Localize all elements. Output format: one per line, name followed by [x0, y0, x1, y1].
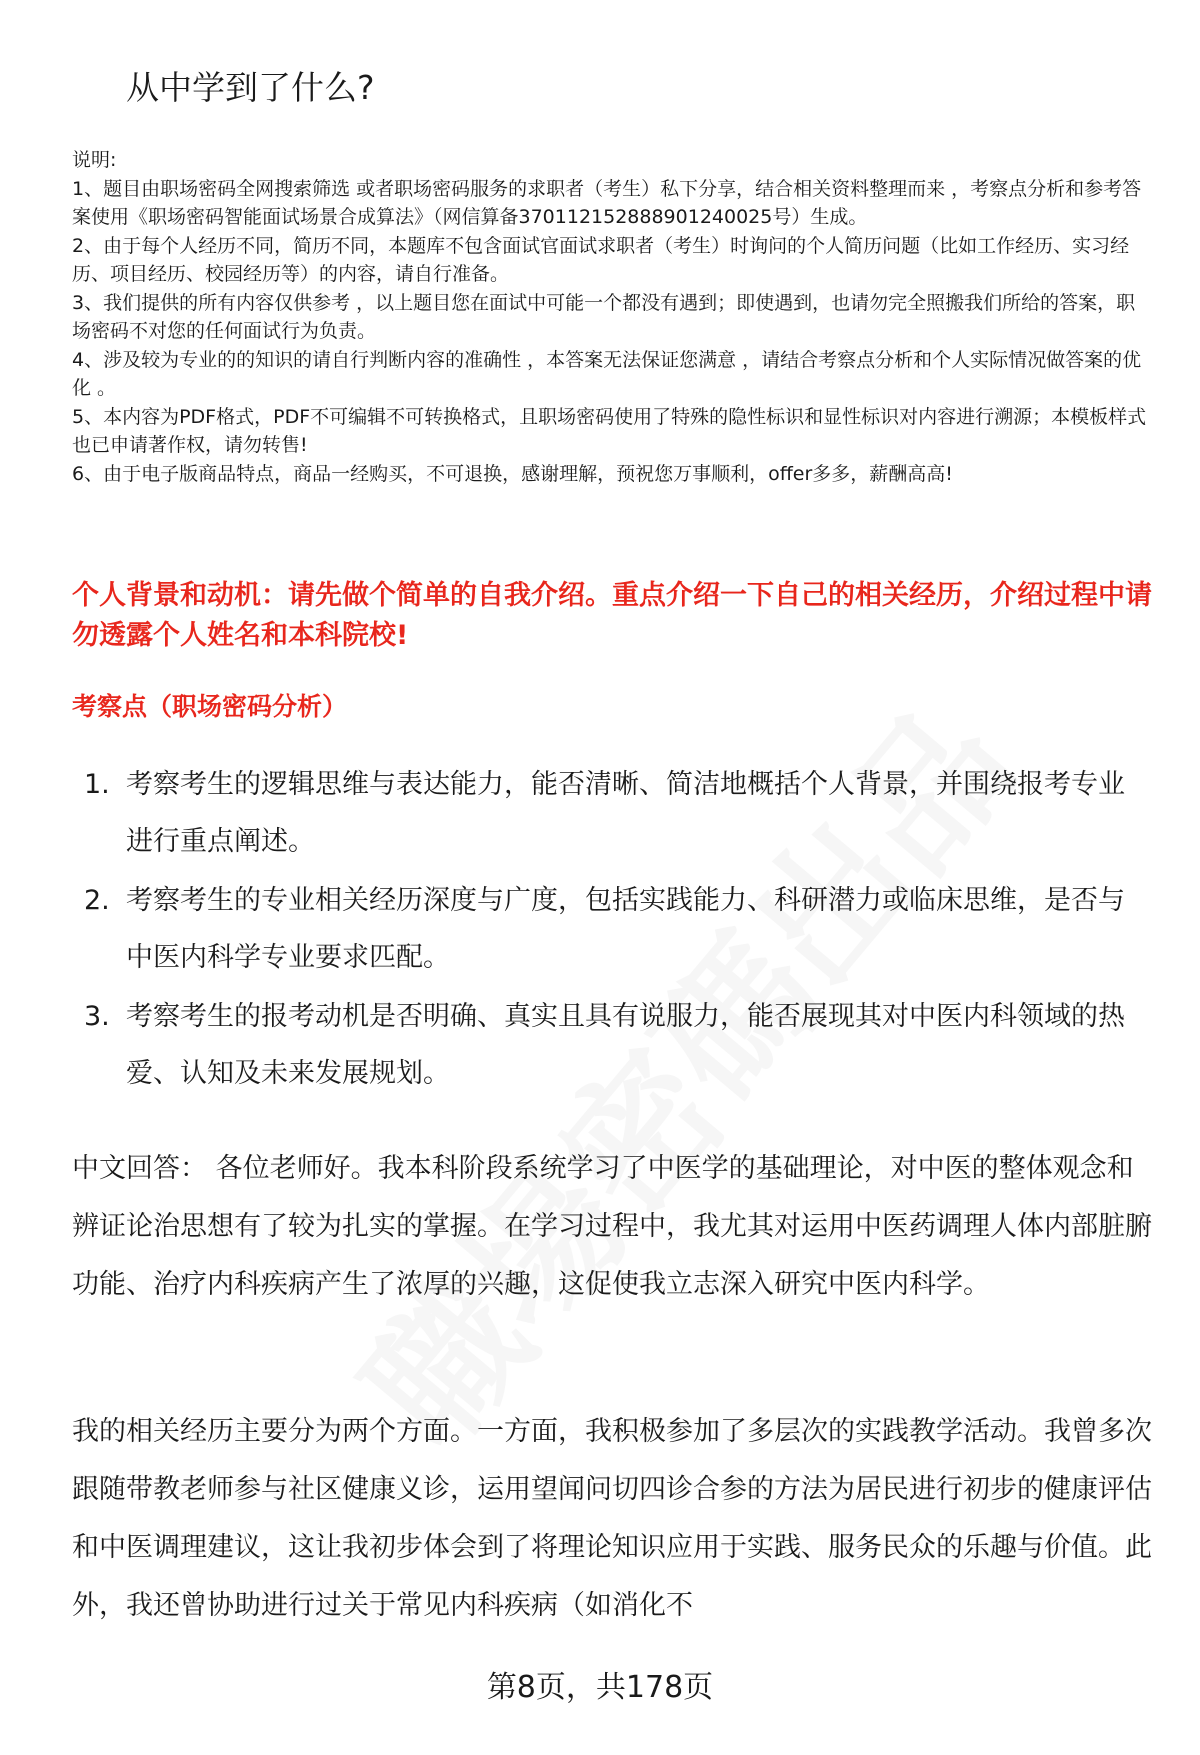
- list-item: 2. 考察考生的专业相关经历深度与广度，包括实践能力、科研潜力或临床思维，是否与中医内科学专业要求匹配。: [84, 885, 1125, 973]
- disclaimer-notes: [72, 146, 1152, 488]
- list-item: 3. 考察考生的报考动机是否明确、真实且具有说服力，能否展现其对中医内科领域的热爱、认知及未来发展规划。: [84, 1001, 1125, 1089]
- note-item: 4、涉及较为专业的的知识的请自行判断内容的准确性 ，本答案无法保证您满意 ，请结合考察点分析和个人实际情况做答案的优化 。: [72, 348, 1142, 399]
- note-item: 1、题目由职场密码全网搜索筛选 或者职场密码服务的求职者（考生）私下分享，结合相关资料整理而来 ，考察点分析和参考答案使用《职场密码智能面试场景合成算法》（网信算备370112152888901240025号）生成。: [72, 177, 1142, 228]
- notes-heading: 说明:: [72, 149, 117, 171]
- answer-paragraph-2: 我的相关经历主要分为两个方面。一方面，我积极参加了多层次的实践教学活动。我曾多次跟随带教老师参与社区健康义诊，运用望闻问切四诊合参的方法为居民进行初步的健康评估和中医调理建议，这让我初步体会到了将理论知识应用于实践、服务民众的乐趣与价值。此外，我还曾协助进行过关于常见内科疾病（如消化不: [72, 1416, 1152, 1621]
- answer-paragraph-1: 中文回答： 各位老师好。我本科阶段系统学习了中医学的基础理论，对中医的整体观念和辨证论治思想有了较为扎实的掌握。在学习过程中，我尤其对运用中医药调理人体内部脏腑功能、治疗内科疾病产生了浓厚的兴趣，这促使我立志深入研究中医内科学。: [72, 1153, 1152, 1300]
- analysis-list: [84, 756, 1144, 1104]
- page-number: 第8页，共178页: [486, 1670, 714, 1705]
- note-item: 3、我们提供的所有内容仅供参考 ，以上题目您在面试中可能一个都没有遇到；即使遇到，也请勿完全照搬我们所给的答案，职场密码不对您的任何面试行为负责。: [72, 291, 1136, 342]
- list-item: 1. 考察考生的逻辑思维与表达能力，能否清晰、简洁地概括个人背景，并围绕报考专业进行重点阐述。: [84, 769, 1125, 857]
- interview-question: 个人背景和动机：请先做个简单的自我介绍。重点介绍一下自己的相关经历，介绍过程中请勿透露个人姓名和本科院校!: [72, 580, 1152, 651]
- note-item: 2、由于每个人经历不同，简历不同，本题库不包含面试官面试求职者（考生）时询问的个人简历问题（比如工作经历、实习经历、项目经历、校园经历等）的内容，请自行准备。: [72, 234, 1130, 285]
- analysis-heading: 考察点（职场密码分析）: [72, 692, 348, 721]
- note-item: 6、由于电子版商品特点，商品一经购买，不可退换，感谢理解，预祝您万事顺利，offer多多，薪酬高高!: [72, 462, 953, 485]
- page-title: 从中学到了什么?: [126, 68, 375, 107]
- note-item: 5、本内容为PDF格式，PDF不可编辑不可转换格式，且职场密码使用了特殊的隐性标识和显性标识对内容进行溯源；本模板样式也已申请著作权，请勿转售!: [72, 405, 1147, 456]
